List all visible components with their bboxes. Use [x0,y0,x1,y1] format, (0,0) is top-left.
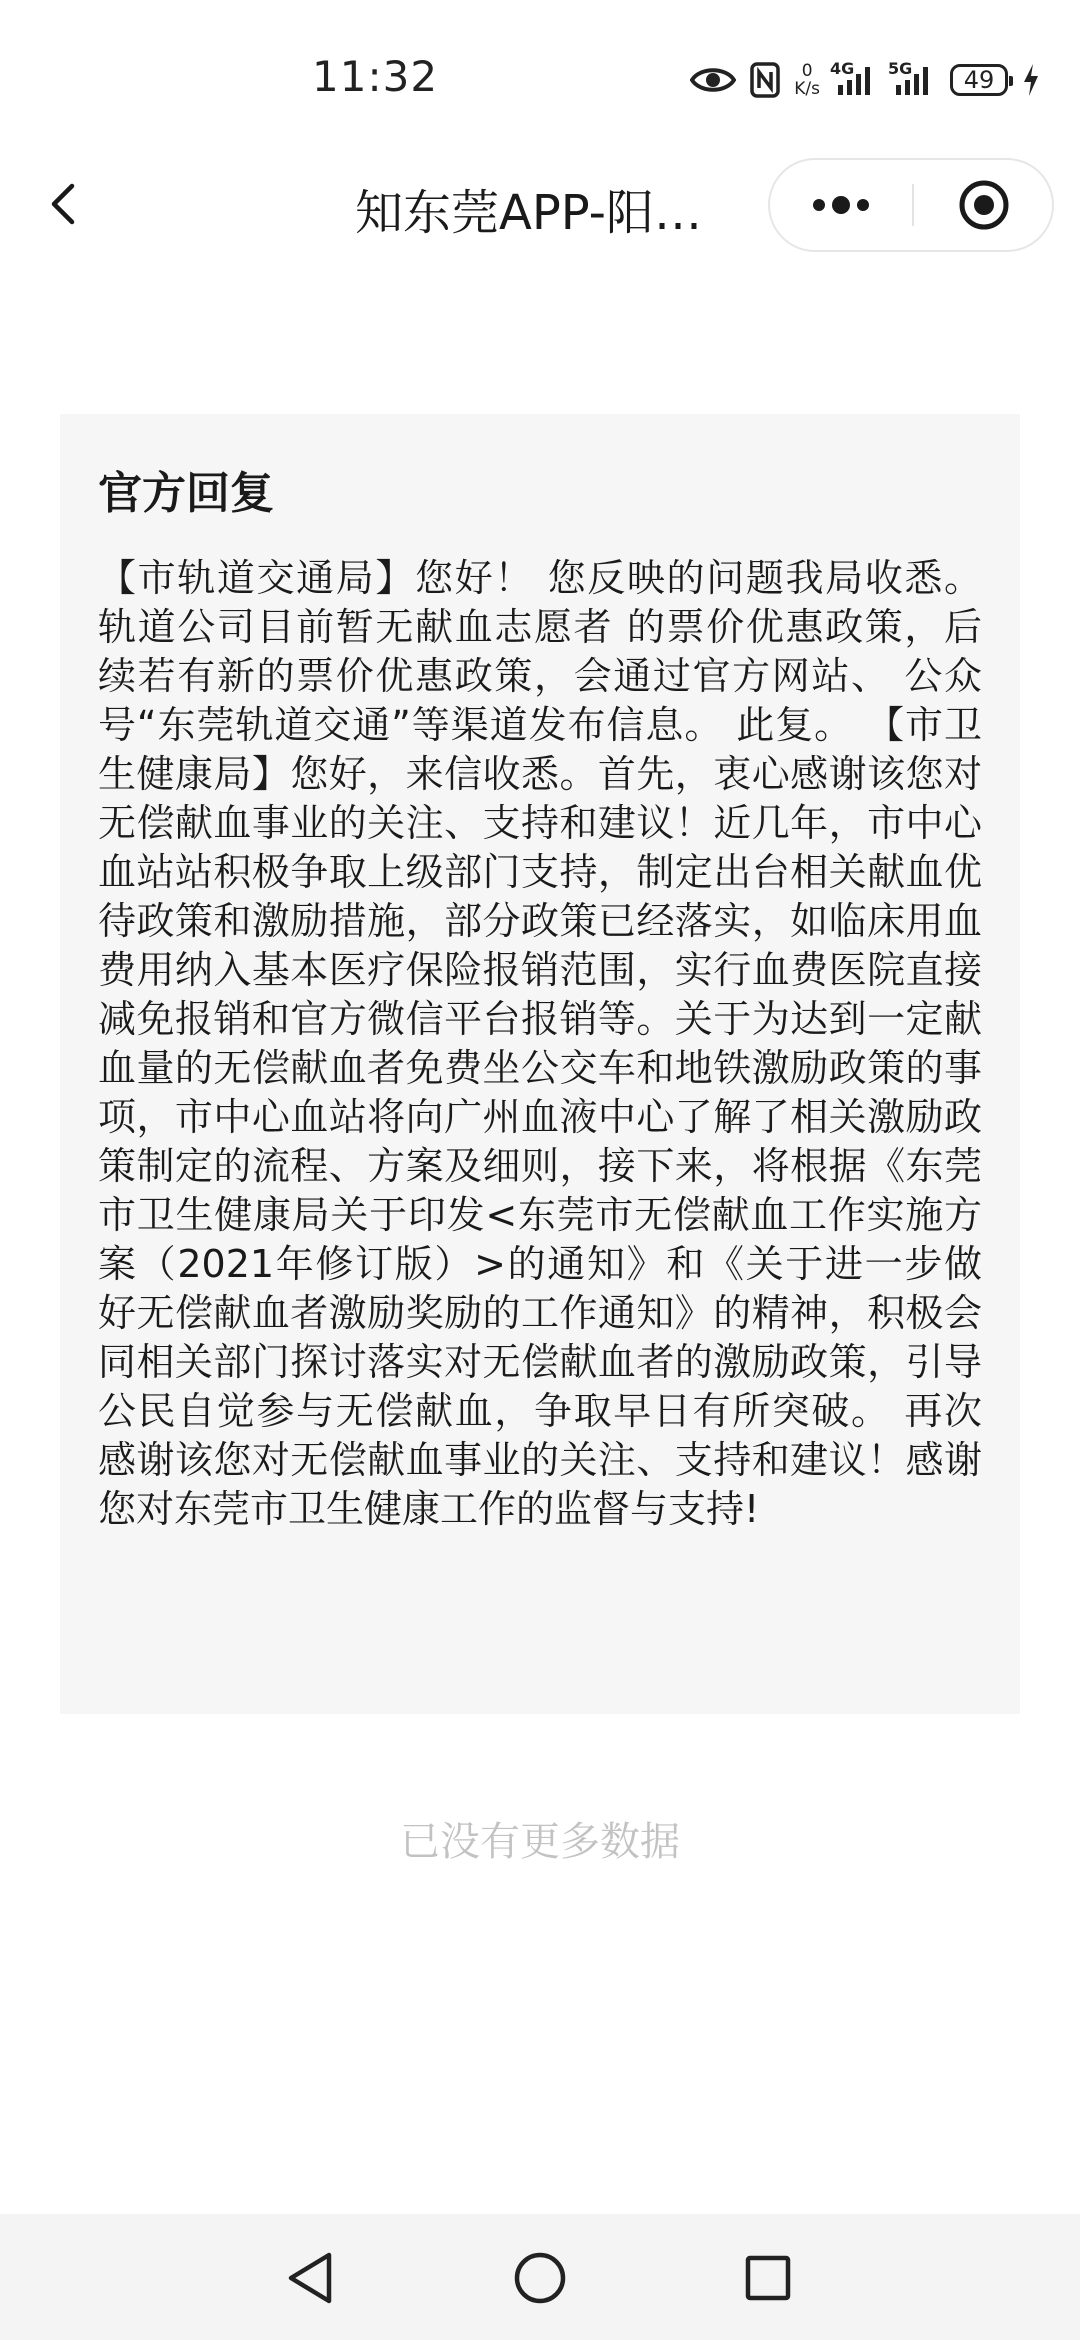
more-dots-icon[interactable] [770,160,912,250]
battery-level: 49 [963,66,995,94]
status-bar [0,0,1080,150]
net-speed-unit: K/s [794,79,820,99]
nav-recents-square-icon[interactable] [738,2248,798,2308]
battery-icon [950,64,1008,96]
eye-icon [690,64,736,96]
system-nav-bar [0,2214,1080,2340]
net-speed-value: 0 [801,61,813,81]
charging-icon [1022,63,1040,97]
close-target-icon[interactable] [914,160,1054,250]
nav-bar [0,150,1080,260]
nav-home-circle-icon[interactable] [510,2248,570,2308]
page-title: 知东莞APP-阳… [355,185,702,241]
signal-2-label: 5G [888,59,913,78]
nfc-icon [750,62,780,98]
signal-icon [830,59,878,97]
reply-content: 【市轨道交通局】您好！ 您反映的问题我局收悉。轨道公司目前暂无献血志愿者 的票价优惠政策，后续若有新的票价优惠政策，会通过官方网站、 公众号“东莞轨道交通”等渠道发布信息。 此复。 【市卫生健康局】您好，来信收悉。首先，衷心感谢该您对无偿献血事业的关注、支持和建议！近几年，市中心血站站积极争取上级部门支持，制定出台相关献血优待政策和激励措施，部分政策已经落实，如临床用血费用纳入基本医疗保险报销范围，实行血费医院直接减免报销和官方微信平台报销等。关于为达到一定献血量的无偿献血者免费坐公交车和地铁激励政策的事项，市中心血站将向广州血液中心了解了相关激励政策制定的流程、方案及细则，接下来，将根据《东莞市卫生健康局关于印发<东莞市无偿献血工作实施方案（2021年修订版）>的通知》和《关于进一步做好无偿献血者激励奖励的工作通知》的精神，积极会同相关部门探讨落实对无偿献血者的激励政策，引导公民自觉参与无偿献血，争取早日有所突破。 再次感谢该您对无偿献血事业的关注、支持和建议！感谢您对东莞市卫生健康工作的监督与支持! [98,556,982,1531]
signal-5g-icon [888,59,936,97]
signal-1-label: 4G [830,59,855,78]
back-arrow-icon[interactable] [36,174,96,234]
status-icons [690,56,1040,104]
mini-program-capsule [768,158,1054,252]
net-speed [794,62,820,98]
status-time: 11:32 [312,52,439,101]
no-more-data: 已没有更多数据 [400,1819,680,1865]
nav-back-triangle-icon[interactable] [280,2248,340,2308]
official-reply-card [60,414,1020,1714]
reply-title: 官方回复 [98,468,274,519]
